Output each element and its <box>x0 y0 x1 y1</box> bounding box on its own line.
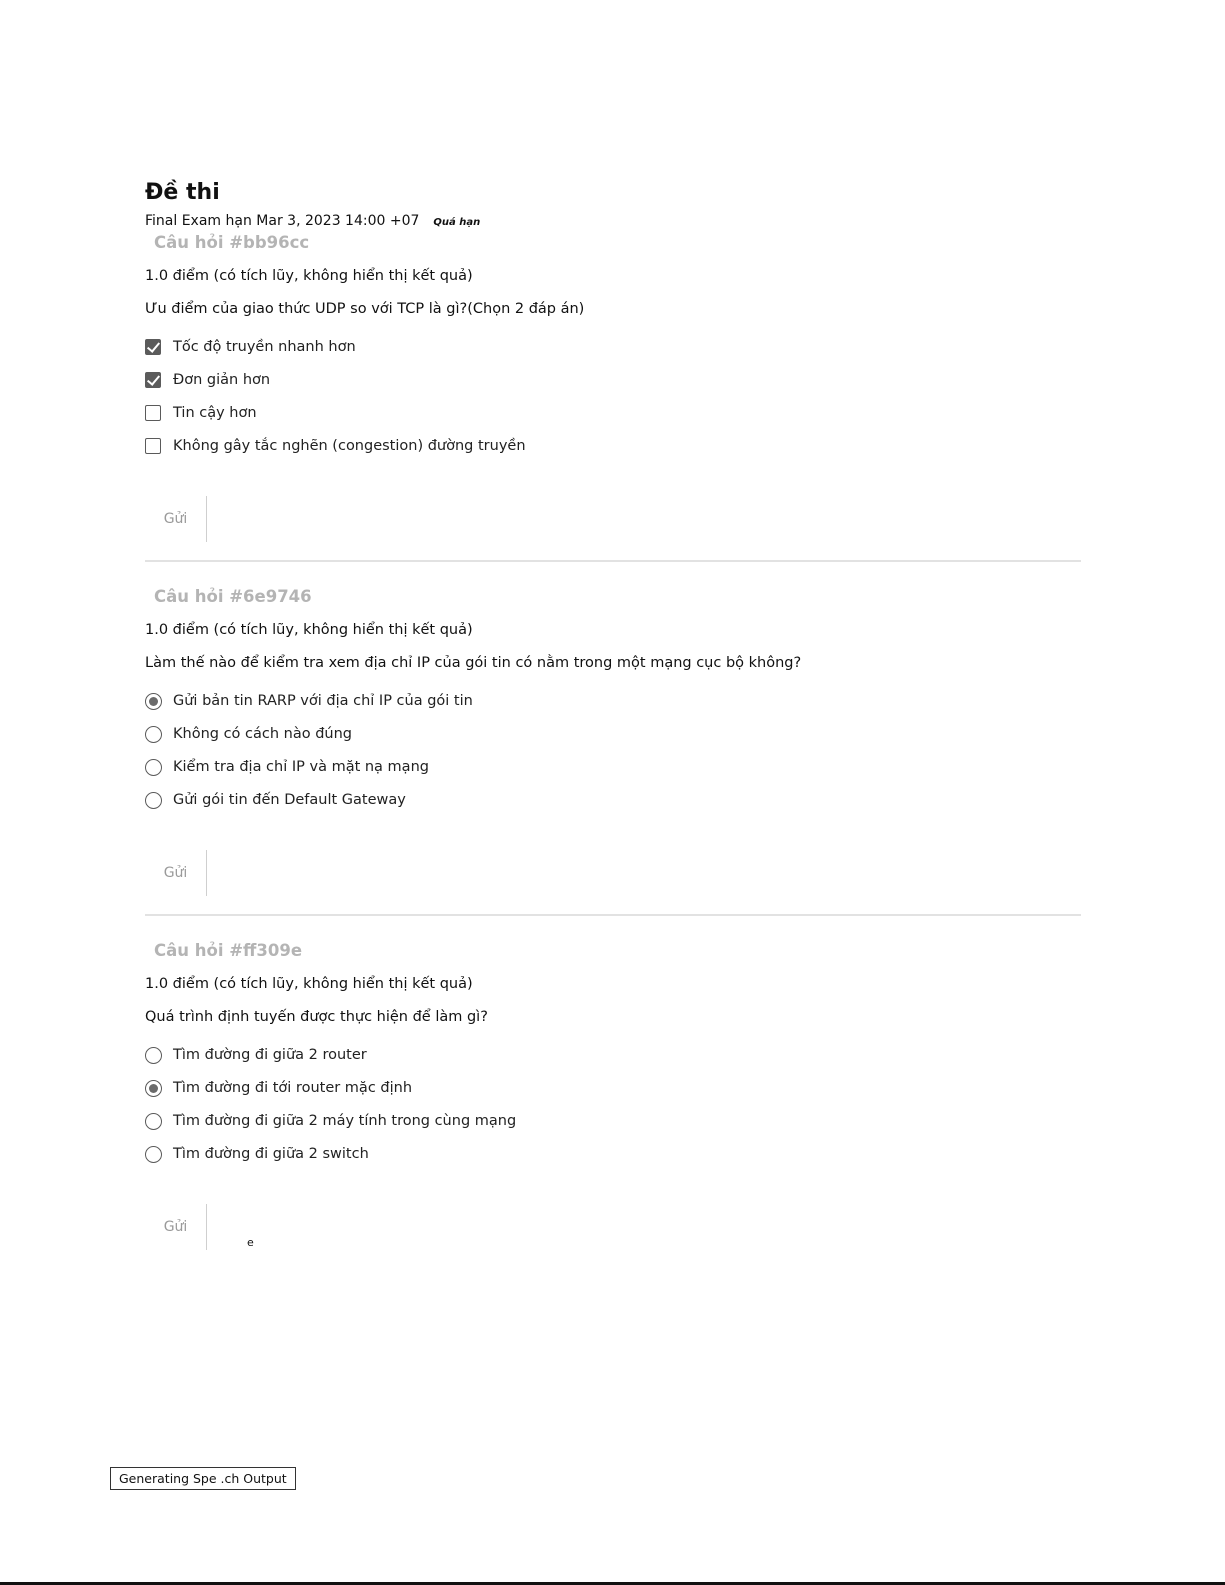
radio[interactable] <box>145 759 162 776</box>
answer-option[interactable] <box>145 403 1081 423</box>
answer-label: Không có cách nào đúng <box>173 726 352 742</box>
question-points: 1.0 điểm (có tích lũy, không hiển thị kết quả) <box>145 268 473 284</box>
submit-button[interactable]: Gửi <box>145 1204 207 1250</box>
page-title: Đề thi <box>145 180 220 205</box>
submit-button[interactable]: Gửi <box>145 496 207 542</box>
radio[interactable] <box>145 1047 162 1064</box>
exam-name: Final Exam <box>145 213 222 229</box>
question-points: 1.0 điểm (có tích lũy, không hiển thị kết quả) <box>145 976 473 992</box>
answer-option[interactable] <box>145 436 1081 456</box>
question-divider <box>145 914 1081 916</box>
checkbox[interactable] <box>145 438 161 454</box>
answer-options <box>145 691 1081 810</box>
question-id: Câu hỏi #6e9746 <box>154 587 312 606</box>
question-id: Câu hỏi #bb96cc <box>154 233 310 252</box>
answer-option[interactable] <box>145 337 1081 357</box>
answer-label: Đơn giản hơn <box>173 372 271 388</box>
answer-label: Kiểm tra địa chỉ IP và mặt nạ mạng <box>173 759 429 775</box>
checkbox[interactable] <box>145 405 161 421</box>
question-points: 1.0 điểm (có tích lũy, không hiển thị kết quả) <box>145 622 473 638</box>
answer-option[interactable] <box>145 1144 1081 1164</box>
answer-option[interactable] <box>145 724 1081 744</box>
answer-label: Gửi gói tin đến Default Gateway <box>173 792 406 808</box>
answer-label: Gửi bản tin RARP với địa chỉ IP của gói tin <box>173 693 473 709</box>
answer-option[interactable] <box>145 1078 1081 1098</box>
radio-selected[interactable] <box>145 693 162 710</box>
question-text: Ưu điểm của giao thức UDP so với TCP là gì?(Chọn 2 đáp án) <box>145 301 585 317</box>
radio[interactable] <box>145 1113 162 1130</box>
question-card <box>145 586 1081 916</box>
submit-row <box>145 1204 1081 1250</box>
answer-options <box>145 1045 1081 1164</box>
answer-options <box>145 337 1081 456</box>
speech-output-status: Generating Spe .ch Output <box>110 1467 296 1490</box>
radio[interactable] <box>145 726 162 743</box>
stray-text: e <box>247 1236 254 1249</box>
answer-option[interactable] <box>145 691 1081 711</box>
question-id: Câu hỏi #ff309e <box>154 941 303 960</box>
checkbox-checked[interactable] <box>145 339 161 355</box>
overdue-badge: Quá hạn <box>433 217 481 228</box>
question-text: Làm thế nào để kiểm tra xem địa chỉ IP của gói tin có nằm trong một mạng cục bộ không? <box>145 655 802 671</box>
question-divider <box>145 560 1081 562</box>
question-card <box>145 232 1081 562</box>
submit-button[interactable]: Gửi <box>145 850 207 896</box>
answer-label: Tốc độ truyền nhanh hơn <box>173 339 356 355</box>
checkbox-checked[interactable] <box>145 372 161 388</box>
answer-label: Tìm đường đi tới router mặc định <box>173 1080 413 1096</box>
answer-label: Không gây tắc nghẽn (congestion) đường truyền <box>173 438 526 454</box>
radio[interactable] <box>145 792 162 809</box>
answer-option[interactable] <box>145 790 1081 810</box>
radio-selected[interactable] <box>145 1080 162 1097</box>
answer-option[interactable] <box>145 370 1081 390</box>
submit-row <box>145 850 1081 896</box>
answer-option[interactable] <box>145 1111 1081 1131</box>
answer-label: Tìm đường đi giữa 2 máy tính trong cùng mạng <box>173 1113 517 1129</box>
question-card <box>145 940 1081 1250</box>
radio[interactable] <box>145 1146 162 1163</box>
submit-row <box>145 496 1081 542</box>
answer-option[interactable] <box>145 1045 1081 1065</box>
answer-label: Tin cậy hơn <box>173 405 257 421</box>
exam-deadline: hạn Mar 3, 2023 14:00 +07 <box>225 213 420 229</box>
exam-deadline-line <box>145 213 480 229</box>
answer-label: Tìm đường đi giữa 2 router <box>173 1047 367 1063</box>
answer-label: Tìm đường đi giữa 2 switch <box>173 1146 369 1162</box>
answer-option[interactable] <box>145 757 1081 777</box>
question-text: Quá trình định tuyến được thực hiện để làm gì? <box>145 1009 488 1025</box>
